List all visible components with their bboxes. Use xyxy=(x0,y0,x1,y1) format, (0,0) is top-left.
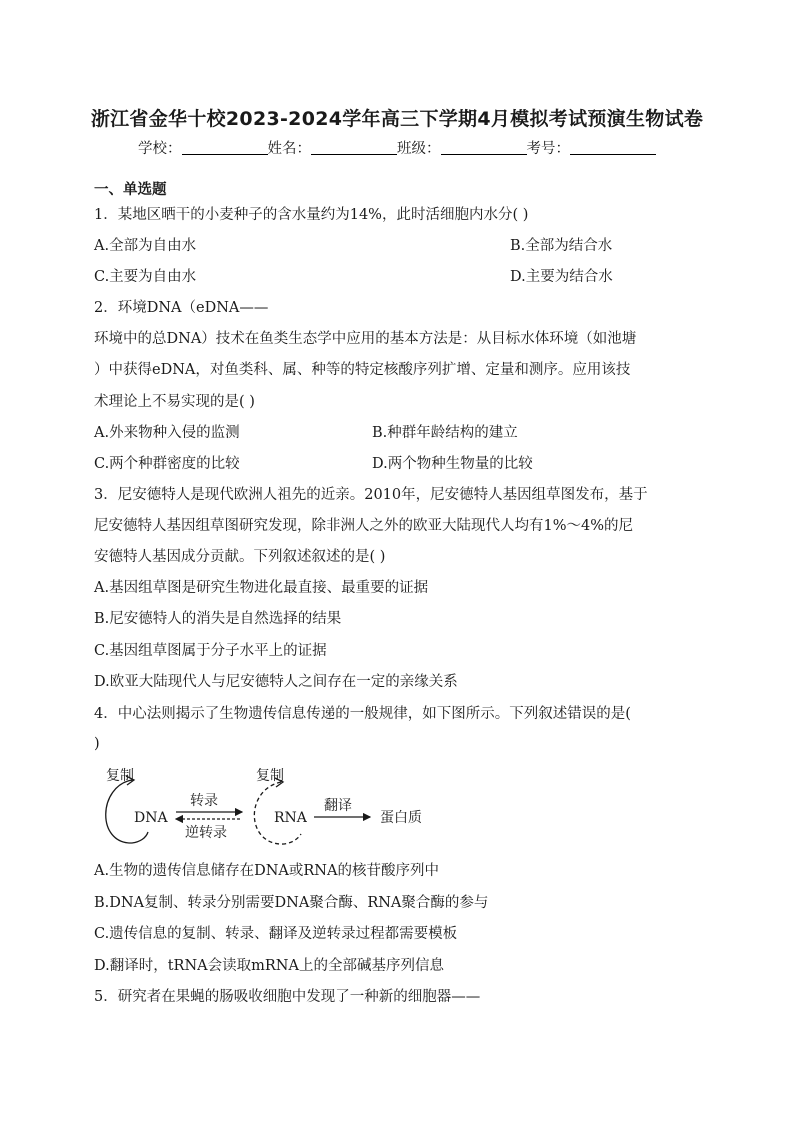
rna-replication-label: 复制 xyxy=(256,768,284,784)
class-label: 班级： xyxy=(397,141,441,157)
q3-option-c: C.基因组草图属于分子水平上的证据 xyxy=(94,643,327,659)
q1-option-a: A.全部为自由水 xyxy=(94,238,197,254)
student-info-line xyxy=(0,137,794,158)
q2-stem-line3: ）中获得eDNA，对鱼类科、属、种等的特定核酸序列扩增、定量和测序。应用该技 xyxy=(94,362,631,378)
q3-stem-line3: 安德特人基因成分贡献。下列叙述叙述的是( ) xyxy=(94,549,386,565)
q2-option-d: D.两个物种生物量的比较 xyxy=(372,456,533,472)
class-field[interactable] xyxy=(441,140,527,155)
number-field[interactable] xyxy=(570,140,656,155)
central-dogma-diagram xyxy=(96,760,436,850)
dna-label: DNA xyxy=(134,810,168,826)
rna-label: RNA xyxy=(274,810,307,826)
q4-option-a: A.生物的遗传信息储存在DNA或RNA的核苷酸序列中 xyxy=(94,863,439,879)
exam-title: 浙江省金华十校2023-2024学年高三下学期4月模拟考试预演生物试卷 xyxy=(90,108,704,130)
q3-stem-line1: 3．尼安德特人是现代欧洲人祖先的近亲。2010年，尼安德特人基因组草图发布，基于 xyxy=(94,487,648,503)
section-heading: 一、单选题 xyxy=(94,182,167,198)
school-field[interactable] xyxy=(182,140,268,155)
q3-option-d: D.欧亚大陆现代人与尼安德特人之间存在一定的亲缘关系 xyxy=(94,674,458,690)
number-label: 考号： xyxy=(526,141,570,157)
q3-option-b: B.尼安德特人的消失是自然选择的结果 xyxy=(94,611,342,627)
protein-label: 蛋白质 xyxy=(380,810,422,826)
q4-stem-line1: 4．中心法则揭示了生物遗传信息传递的一般规律，如下图所示。下列叙述错误的是( xyxy=(94,706,631,722)
q4-option-d: D.翻译时，tRNA会读取mRNA上的全部碱基序列信息 xyxy=(94,958,444,974)
translation-label: 翻译 xyxy=(324,798,352,814)
name-label: 姓名： xyxy=(267,141,311,157)
q2-stem-line1: 2．环境DNA（eDNA—— xyxy=(94,300,269,316)
reverse-transcription-label: 逆转录 xyxy=(185,825,227,841)
q2-option-a: A.外来物种入侵的监测 xyxy=(94,425,240,441)
name-field[interactable] xyxy=(311,140,397,155)
dna-replication-label: 复制 xyxy=(106,768,134,784)
q2-option-c: C.两个种群密度的比较 xyxy=(94,456,240,472)
q4-option-b: B.DNA复制、转录分别需要DNA聚合酶、RNA聚合酶的参与 xyxy=(94,895,489,911)
q1-option-b: B.全部为结合水 xyxy=(510,238,613,254)
q1-option-c: C.主要为自由水 xyxy=(94,269,197,285)
q4-option-c: C.遗传信息的复制、转录、翻译及逆转录过程都需要模板 xyxy=(94,926,458,942)
q1-stem: 1．某地区晒干的小麦种子的含水量约为14%，此时活细胞内水分( ) xyxy=(94,207,529,223)
q5-stem-line1: 5．研究者在果蝇的肠吸收细胞中发现了一种新的细胞器—— xyxy=(94,989,481,1005)
q1-option-d: D.主要为结合水 xyxy=(510,269,613,285)
q3-stem-line2: 尼安德特人基因组草图研究发现，除非洲人之外的欧亚大陆现代人均有1%～4%的尼 xyxy=(94,518,634,534)
school-label: 学校： xyxy=(138,141,182,157)
q2-stem-line2: 环境中的总DNA）技术在鱼类生态学中应用的基本方法是：从目标水体环境（如池塘 xyxy=(94,331,637,347)
transcription-label: 转录 xyxy=(190,793,218,809)
q4-stem-line2: ) xyxy=(94,736,100,752)
q2-stem-line4: 术理论上不易实现的是( ) xyxy=(94,394,255,410)
q2-option-b: B.种群年龄结构的建立 xyxy=(372,425,518,441)
q3-option-a: A.基因组草图是研究生物进化最直接、最重要的证据 xyxy=(94,580,429,596)
